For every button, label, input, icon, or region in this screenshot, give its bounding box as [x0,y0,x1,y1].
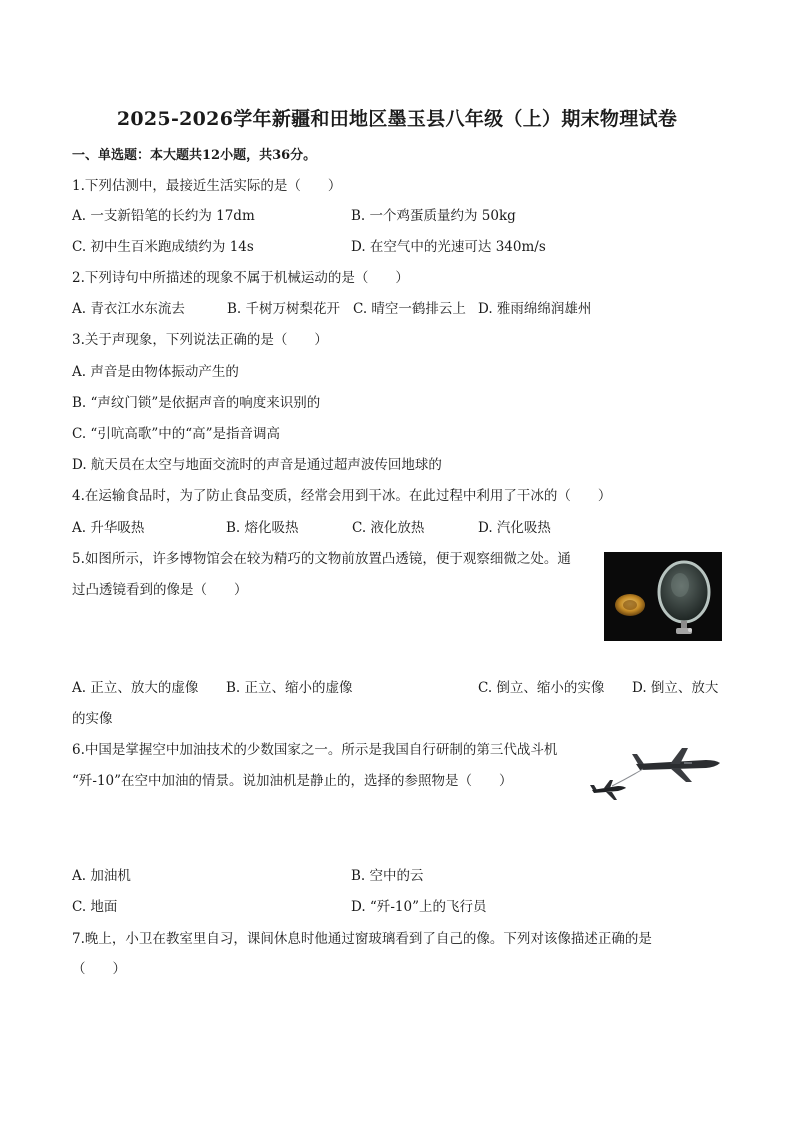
question-6-stem-line-2: “歼-10”在空中加油的情景。说加油机是静止的，选择的参照物是（ ） [72,773,513,789]
question-1-option-d[interactable]: D. 在空气中的光速可达 340m/s [351,239,546,255]
question-5-option-d-continued: 的实像 [72,711,113,727]
question-1-option-a[interactable]: A. 一支新铅笔的长约为 17dm [72,208,255,224]
refueling-illustration [588,742,722,806]
question-3-option-c[interactable]: C. “引吭高歌”中的“高”是指音调高 [72,426,281,442]
question-7-stem-line-2: （ ） [72,961,126,977]
exam-title: 2025-2026学年新疆和田地区墨玉县八年级（上）期末物理试卷 [116,108,678,130]
question-5-stem-line-1: 5.如图所示，许多博物馆会在较为精巧的文物前放置凸透镜，便于观察细微之处。通 [72,551,571,567]
question-5-option-c[interactable]: C. 倒立、缩小的实像 [478,680,605,696]
question-6-option-d[interactable]: D. “歼-10”上的飞行员 [351,899,487,915]
question-3-option-a[interactable]: A. 声音是由物体振动产生的 [72,364,239,380]
question-3-option-b[interactable]: B. “声纹门锁”是依据声音的响度来识别的 [72,395,321,411]
question-4-option-c[interactable]: C. 液化放热 [352,520,425,536]
question-5-stem-line-2: 过凸透镜看到的像是（ ） [72,582,248,598]
question-4-option-b[interactable]: B. 熔化吸热 [226,520,299,536]
question-2-option-d[interactable]: D. 雅雨绵绵润雄州 [478,301,592,317]
aerial-refueling-photo [588,742,722,806]
question-3-option-d[interactable]: D. 航天员在太空与地面交流时的声音是通过超声波传回地球的 [72,457,442,473]
question-6-option-b[interactable]: B. 空中的云 [351,868,424,884]
question-6-option-c[interactable]: C. 地面 [72,899,118,915]
question-5-option-a[interactable]: A. 正立、放大的虚像 [72,680,199,696]
lens-illustration [604,552,722,641]
question-7-stem-line-1: 7.晚上，小卫在教室里自习，课间休息时他通过窗玻璃看到了自己的像。下列对该像描述正确的是 [72,931,652,947]
question-4-stem: 4.在运输食品时，为了防止食品变质，经常会用到干冰。在此过程中利用了干冰的（ ） [72,488,612,504]
question-2-stem: 2.下列诗句中所描述的现象不属于机械运动的是（ ） [72,270,409,286]
question-6-stem-line-1: 6.中国是掌握空中加油技术的少数国家之一。所示是我国自行研制的第三代战斗机 [72,742,558,758]
question-2-option-a[interactable]: A. 青衣江水东流去 [72,301,185,317]
section-heading: 一、单选题：本大题共12小题，共36分。 [72,148,317,163]
question-4-option-d[interactable]: D. 汽化吸热 [478,520,551,536]
question-2-option-b[interactable]: B. 千树万树梨花开 [227,301,341,317]
question-5-option-b[interactable]: B. 正立、缩小的虚像 [226,680,353,696]
question-1-option-c[interactable]: C. 初中生百米跑成绩约为 14s [72,239,254,255]
question-3-stem: 3.关于声现象，下列说法正确的是（ ） [72,332,328,348]
question-5-option-d[interactable]: D. 倒立、放大 [632,680,719,696]
magnifier-lens-photo [604,552,722,641]
question-1-option-b[interactable]: B. 一个鸡蛋质量约为 50kg [351,208,516,224]
question-4-option-a[interactable]: A. 升华吸热 [72,520,145,536]
question-1-stem: 1.下列估测中，最接近生活实际的是（ ） [72,178,342,194]
question-2-option-c[interactable]: C. 晴空一鹤排云上 [353,301,466,317]
question-6-option-a[interactable]: A. 加油机 [72,868,131,884]
